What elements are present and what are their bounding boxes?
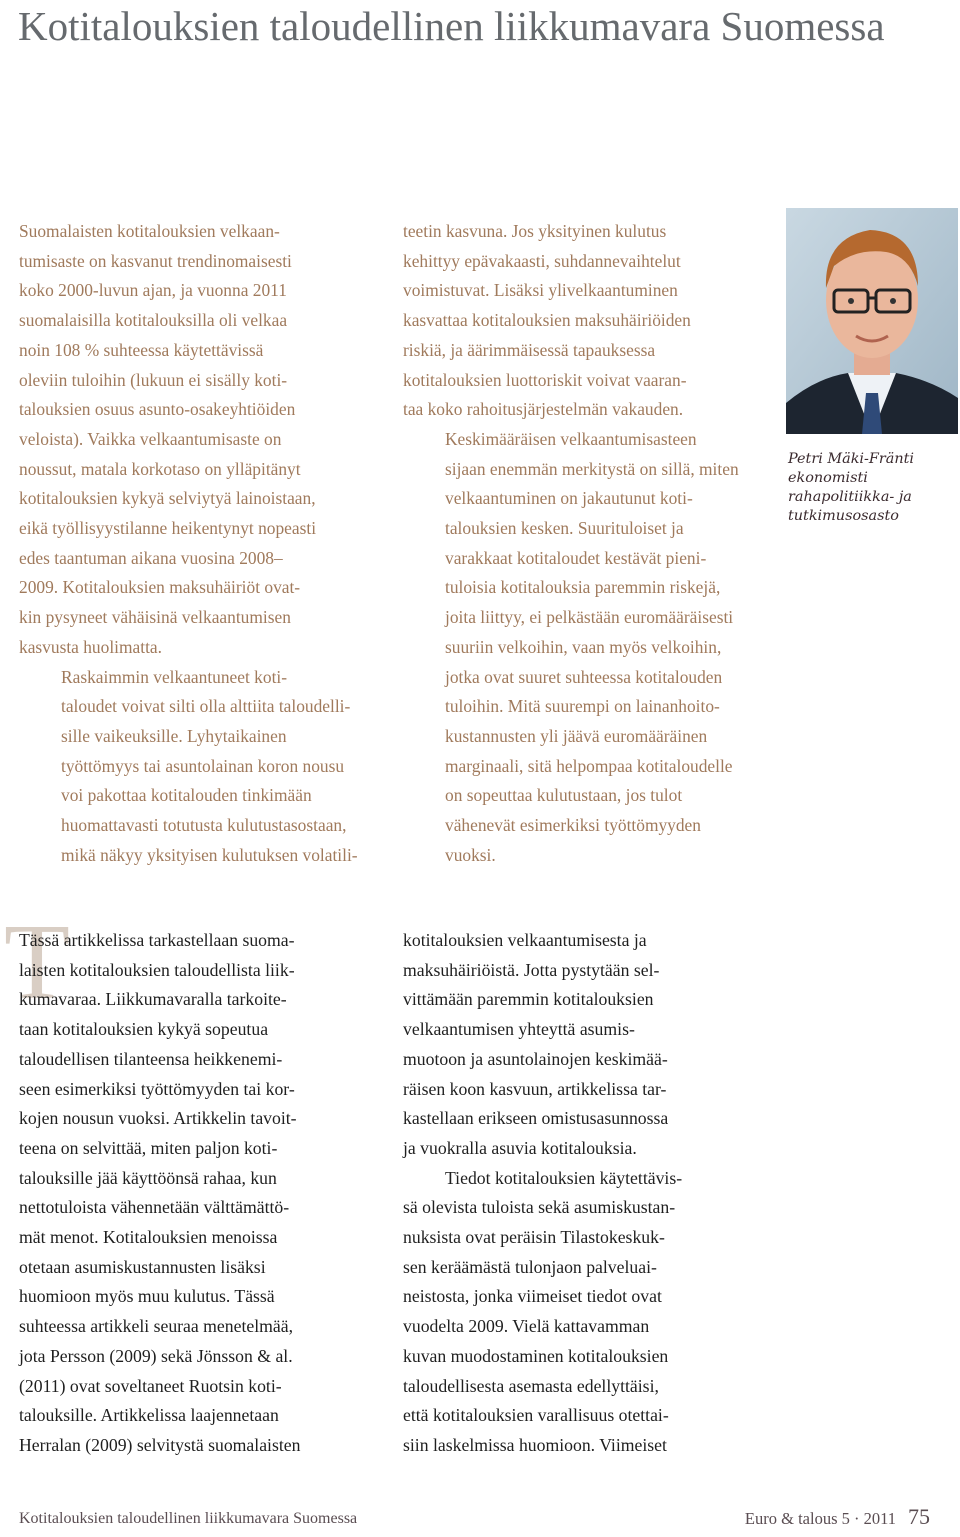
text-line: vittämään paremmin kotitalouksien bbox=[403, 989, 654, 1010]
text-line: velkaantuminen on jakautunut koti- bbox=[445, 488, 693, 509]
author-caption bbox=[788, 450, 958, 526]
text-line: tuloisia kotitalouksia paremmin riskejä, bbox=[445, 577, 721, 598]
text-line: mät menot. Kotitalouksien menoissa bbox=[19, 1227, 278, 1248]
paragraph bbox=[19, 663, 379, 871]
text-line: taa koko rahoitusjärjestelmän vakauden. bbox=[403, 399, 684, 420]
text-line: edes taantuman aikana vuosina 2008– bbox=[19, 547, 283, 568]
text-line: taloudellisen tilanteensa heikkenemi- bbox=[19, 1048, 283, 1069]
paragraph bbox=[403, 1164, 773, 1461]
text-line: kotitalouksien luottoriskit voivat vaaran- bbox=[403, 369, 687, 390]
text-line: kotitalouksien kykyä selviytyä lainoistaan, bbox=[19, 488, 316, 509]
text-line: on sopeuttaa kulutustaan, jos tulot bbox=[445, 785, 683, 806]
text-line: joita liittyy, ei pelkästään euromääräisesti bbox=[445, 607, 734, 628]
paragraph bbox=[19, 217, 379, 663]
running-title: Kotitalouksien taloudellinen liikkumavara Suomessa bbox=[19, 1510, 358, 1527]
text-line: jotka ovat suuret suhteessa kotitalouden bbox=[445, 666, 723, 687]
text-line: tuloihin. Mitä suurempi on lainanhoito- bbox=[445, 696, 720, 717]
text-line: kastellaan erikseen omistusasunnossa bbox=[403, 1108, 669, 1129]
text-line: Suomalaisten kotitalouksien velkaan- bbox=[19, 221, 280, 241]
text-line: talouksille jää käyttöönsä rahaa, kun bbox=[19, 1167, 277, 1188]
text-line: marginaali, sitä helpompaa kotitaloudelle bbox=[445, 755, 733, 776]
text-line: että kotitalouksien varallisuus otettai- bbox=[403, 1405, 669, 1426]
text-line: sille vaikeuksille. Lyhytaikainen bbox=[61, 725, 287, 746]
text-line: noussut, matala korkotaso on ylläpitänyt bbox=[19, 458, 301, 479]
text-line: taloudellisesta asemasta edellyttäisi, bbox=[403, 1375, 659, 1396]
text-line: jota Persson (2009) sekä Jönsson & al. bbox=[19, 1345, 293, 1366]
text-line: talouksien osuus asunto-osakeyhtiöiden bbox=[19, 399, 296, 420]
paragraph bbox=[403, 926, 773, 1164]
text-line: huomioon myös muu kulutus. Tässä bbox=[19, 1286, 275, 1307]
text-line: taan kotitalouksien kykyä sopeutua bbox=[19, 1019, 269, 1040]
paragraph bbox=[403, 217, 763, 425]
text-line: muotoon ja asuntolainojen keskimää- bbox=[403, 1048, 668, 1069]
text-line: kasvusta huolimatta. bbox=[19, 636, 162, 657]
text-line: vuodelta 2009. Vielä kattavamman bbox=[403, 1316, 650, 1337]
text-line: laisten kotitalouksien taloudellista liik- bbox=[19, 959, 295, 980]
text-line: Keskimääräisen velkaantumisasteen bbox=[445, 428, 697, 449]
text-line: talouksille. Artikkelissa laajennetaan bbox=[19, 1405, 279, 1426]
text-line: 2009. Kotitalouksien maksuhäiriöt ovat- bbox=[19, 577, 301, 598]
text-line: voi pakottaa kotitalouden tinkimään bbox=[61, 785, 312, 806]
text-line: Tässä artikkelissa tarkastellaan suoma- bbox=[19, 930, 295, 950]
text-line: nuksista ovat peräisin Tilastokeskuk- bbox=[403, 1227, 665, 1248]
text-line: varakkaat kotitaloudet kestävät pieni- bbox=[445, 547, 707, 568]
text-line: kin pysyneet vähäisinä velkaantumisen bbox=[19, 607, 291, 628]
author-role: ekonomisti bbox=[788, 470, 868, 486]
text-line: työttömyys tai asuntolainan koron nousu bbox=[61, 755, 345, 776]
text-line: sä olevista tuloista sekä asumiskustan- bbox=[403, 1197, 676, 1218]
article-title: Kotitalouksien taloudellinen liikkumavara Suomessa bbox=[18, 3, 885, 49]
text-line: siin laskelmissa huomioon. Viimeiset bbox=[403, 1434, 667, 1455]
text-line: kustannusten yli jäävä euromääräinen bbox=[445, 725, 708, 746]
text-line: seen esimerkiksi työttömyyden tai kor- bbox=[19, 1078, 295, 1099]
drop-cap: T bbox=[4, 903, 70, 1022]
text-line: taloudet voivat silti olla alttiita taloudelli- bbox=[61, 696, 351, 717]
text-line: noin 108 % suhteessa käytettävissä bbox=[19, 339, 264, 360]
text-line: otetaan asumiskustannusten lisäksi bbox=[19, 1256, 266, 1277]
paragraph bbox=[403, 425, 763, 871]
text-line: kehittyy epävakaasti, suhdannevaihtelut bbox=[403, 250, 681, 271]
author-photo bbox=[786, 208, 958, 434]
text-line: suomalaisilla kotitalouksilla oli velkaa bbox=[19, 310, 288, 331]
text-line: sen keräämästä tulonjaon palveluai- bbox=[403, 1256, 657, 1277]
text-line: kotitalouksien velkaantumisesta ja bbox=[403, 930, 647, 950]
abstract-column-2 bbox=[403, 217, 763, 870]
journal-issue: Euro & talous 5 · 2011 bbox=[744, 1509, 896, 1528]
text-line: suuriin velkoihin, vaan myös velkoihin, bbox=[445, 636, 722, 657]
text-line: kumavaraa. Liikkumavaralla tarkoite- bbox=[19, 989, 287, 1010]
text-line: teena on selvittää, miten paljon koti- bbox=[19, 1137, 278, 1158]
text-line: mikä näkyy yksityisen kulutuksen volatili- bbox=[61, 844, 358, 865]
text-line: nettotuloista vähennetään välttämättö- bbox=[19, 1197, 290, 1218]
text-line: riskiä, ja äärimmäisessä tapauksessa bbox=[403, 339, 656, 360]
text-line: neistosta, jonka viimeiset tiedot ovat bbox=[403, 1286, 662, 1307]
text-line: Herralan (2009) selvitystä suomalaisten bbox=[19, 1434, 301, 1455]
text-line: kasvattaa kotitalouksien maksuhäiriöiden bbox=[403, 310, 691, 331]
text-line: räisen koon kasvuun, artikkelissa tar- bbox=[403, 1078, 667, 1099]
text-line: vuoksi. bbox=[445, 844, 496, 865]
footer-journal-info bbox=[745, 1504, 930, 1530]
author-department: rahapolitiikka- ja bbox=[788, 489, 912, 505]
text-line: sijaan enemmän merkitystä on sillä, miten bbox=[445, 458, 739, 479]
author-department: tutkimusosasto bbox=[788, 508, 899, 524]
text-line: ja vuokralla asuvia kotitalouksia. bbox=[403, 1137, 637, 1158]
text-line: eikä työllisyystilanne heikentynyt nopeasti bbox=[19, 518, 317, 539]
author-name: Petri Mäki-Fränti bbox=[788, 451, 914, 467]
text-line: Tiedot kotitalouksien käytettävis- bbox=[445, 1167, 683, 1188]
body-column-1 bbox=[19, 926, 389, 1461]
text-line: maksuhäiriöistä. Jotta pystytään sel- bbox=[403, 959, 660, 980]
body-column-2 bbox=[403, 926, 773, 1461]
text-line: voimistuvat. Lisäksi ylivelkaantuminen bbox=[403, 280, 678, 301]
text-line: kojen nousun vuoksi. Artikkelin tavoit- bbox=[19, 1108, 297, 1129]
text-line: koko 2000-luvun ajan, ja vuonna 2011 bbox=[19, 280, 287, 301]
text-line: (2011) ovat soveltaneet Ruotsin koti- bbox=[19, 1375, 282, 1396]
text-line: vähenevät esimerkiksi työttömyyden bbox=[445, 815, 701, 836]
text-line: Raskaimmin velkaantuneet koti- bbox=[61, 666, 288, 687]
abstract-column-1 bbox=[19, 217, 379, 870]
text-line: kuvan muodostaminen kotitalouksien bbox=[403, 1345, 669, 1366]
text-line: tumisaste on kasvanut trendinomaisesti bbox=[19, 250, 292, 271]
text-line: oleviin tuloihin (lukuun ei sisälly koti- bbox=[19, 369, 288, 390]
page-number: 75 bbox=[908, 1504, 930, 1529]
text-line: veloista). Vaikka velkaantumisaste on bbox=[19, 428, 282, 449]
text-line: suhteessa artikkeli seuraa menetelmää, bbox=[19, 1316, 294, 1337]
text-line: talouksien kesken. Suurituloiset ja bbox=[445, 518, 684, 539]
text-line: huomattavasti totutusta kulutustasostaan, bbox=[61, 815, 347, 836]
text-line: teetin kasvuna. Jos yksityinen kulutus bbox=[403, 221, 667, 241]
text-line: velkaantumisen yhteyttä asumis- bbox=[403, 1019, 635, 1040]
paragraph bbox=[19, 926, 389, 1461]
